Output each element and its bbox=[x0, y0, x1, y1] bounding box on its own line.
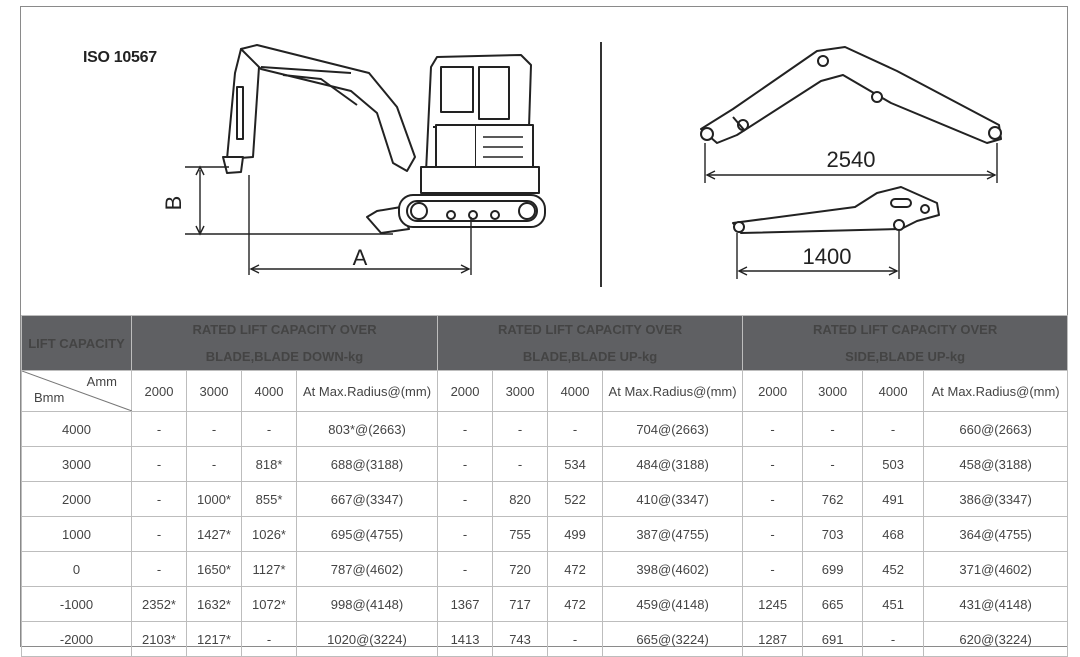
dimension-2540-label: 2540 bbox=[826, 147, 876, 172]
table-cell: - bbox=[743, 517, 803, 552]
table-cell: 695@(4755) bbox=[297, 517, 438, 552]
table-cell: - bbox=[803, 412, 863, 447]
table-cell: 998@(4148) bbox=[297, 587, 438, 622]
group-header-line: RATED LIFT CAPACITY OVER bbox=[813, 322, 998, 337]
table-cell: - bbox=[803, 447, 863, 482]
dimension-1400-label: 1400 bbox=[802, 244, 852, 269]
column-header: 4000 bbox=[242, 371, 297, 412]
iso-standard-label: ISO 10567 bbox=[83, 49, 157, 66]
table-cell: 855* bbox=[242, 482, 297, 517]
row-height-label: 1000 bbox=[22, 517, 132, 552]
table-cell: - bbox=[438, 552, 493, 587]
column-header: 2000 bbox=[743, 371, 803, 412]
table-cell: 620@(3224) bbox=[924, 622, 1068, 657]
table-row bbox=[22, 622, 1068, 657]
table-cell: 451 bbox=[863, 587, 924, 622]
table-cell: - bbox=[132, 552, 187, 587]
column-header: 4000 bbox=[548, 371, 603, 412]
table-row bbox=[22, 412, 1068, 447]
table-subheader-row bbox=[22, 371, 1068, 412]
column-header: 3000 bbox=[803, 371, 863, 412]
table-cell: - bbox=[743, 412, 803, 447]
table-cell: 1427* bbox=[187, 517, 242, 552]
table-cell: 410@(3347) bbox=[603, 482, 743, 517]
table-cell: 688@(3188) bbox=[297, 447, 438, 482]
row-height-label: 3000 bbox=[22, 447, 132, 482]
table-cell: 491 bbox=[863, 482, 924, 517]
table-row bbox=[22, 587, 1068, 622]
table-cell: - bbox=[187, 412, 242, 447]
table-cell: - bbox=[187, 447, 242, 482]
table-cell: - bbox=[132, 482, 187, 517]
column-header: At Max.Radius@(mm) bbox=[297, 371, 438, 412]
boom-long-icon bbox=[701, 47, 1001, 143]
table-cell: 691 bbox=[803, 622, 863, 657]
table-cell: 499 bbox=[548, 517, 603, 552]
group-header-line: RATED LIFT CAPACITY OVER bbox=[497, 322, 683, 337]
table-cell: 1000* bbox=[187, 482, 242, 517]
table-cell: - bbox=[548, 622, 603, 657]
row-height-label: 2000 bbox=[22, 482, 132, 517]
table-cell: - bbox=[132, 447, 187, 482]
table-cell: - bbox=[863, 622, 924, 657]
row-height-label: -1000 bbox=[22, 587, 132, 622]
table-cell: 699 bbox=[803, 552, 863, 587]
drawing-area bbox=[21, 7, 1067, 314]
table-cell: - bbox=[548, 412, 603, 447]
table-cell: 660@(2663) bbox=[924, 412, 1068, 447]
table-cell: 534 bbox=[548, 447, 603, 482]
table-cell: 1287 bbox=[743, 622, 803, 657]
table-cell: - bbox=[438, 482, 493, 517]
table-cell: 762 bbox=[803, 482, 863, 517]
table-cell: - bbox=[438, 412, 493, 447]
table-cell: 665 bbox=[803, 587, 863, 622]
table-cell: 1127* bbox=[242, 552, 297, 587]
group-header-side-blade-up bbox=[743, 316, 1068, 371]
axis-corner-cell bbox=[22, 371, 132, 412]
table-cell: 459@(4148) bbox=[603, 587, 743, 622]
table-cell: 820 bbox=[493, 482, 548, 517]
dimension-b bbox=[185, 167, 393, 234]
column-header: At Max.Radius@(mm) bbox=[603, 371, 743, 412]
table-cell: 1020@(3224) bbox=[297, 622, 438, 657]
table-cell: 665@(3224) bbox=[603, 622, 743, 657]
table-cell: - bbox=[493, 447, 548, 482]
table-cell: 703 bbox=[803, 517, 863, 552]
row-height-label: -2000 bbox=[22, 622, 132, 657]
table-cell: 364@(4755) bbox=[924, 517, 1068, 552]
corner-title: LIFT CAPACITY bbox=[22, 316, 132, 371]
group-header-blade-down bbox=[132, 316, 438, 371]
excavator-side-view-icon bbox=[223, 45, 545, 233]
table-cell: 2352* bbox=[132, 587, 187, 622]
group-header-blade-up bbox=[438, 316, 743, 371]
dimension-b-label: B bbox=[161, 195, 186, 211]
arm-short-icon bbox=[733, 187, 939, 233]
table-cell: - bbox=[242, 622, 297, 657]
table-cell: 803*@(2663) bbox=[297, 412, 438, 447]
table-cell: 717 bbox=[493, 587, 548, 622]
table-cell: 1245 bbox=[743, 587, 803, 622]
table-cell: 1650* bbox=[187, 552, 242, 587]
table-cell: - bbox=[438, 517, 493, 552]
bmm-label: Bmm bbox=[34, 390, 65, 405]
amm-label: Amm bbox=[86, 374, 117, 389]
table-cell: 472 bbox=[548, 552, 603, 587]
row-height-label: 4000 bbox=[22, 412, 132, 447]
table-cell: 472 bbox=[548, 587, 603, 622]
column-header: 2000 bbox=[438, 371, 493, 412]
table-cell: 720 bbox=[493, 552, 548, 587]
table-cell: 755 bbox=[493, 517, 548, 552]
table-cell: 468 bbox=[863, 517, 924, 552]
table-cell: 667@(3347) bbox=[297, 482, 438, 517]
table-cell: 818* bbox=[242, 447, 297, 482]
table-cell: 704@(2663) bbox=[603, 412, 743, 447]
table-cell: - bbox=[743, 447, 803, 482]
table-cell: 1026* bbox=[242, 517, 297, 552]
column-header: At Max.Radius@(mm) bbox=[924, 371, 1068, 412]
column-header: 2000 bbox=[132, 371, 187, 412]
group-header-line: SIDE,BLADE UP-kg bbox=[845, 349, 966, 364]
column-header: 3000 bbox=[187, 371, 242, 412]
table-cell: - bbox=[438, 447, 493, 482]
table-cell: 371@(4602) bbox=[924, 552, 1068, 587]
lift-capacity-table bbox=[21, 315, 1068, 657]
table-cell: 387@(4755) bbox=[603, 517, 743, 552]
table-cell: 386@(3347) bbox=[924, 482, 1068, 517]
table-cell: 522 bbox=[548, 482, 603, 517]
table-cell: - bbox=[242, 412, 297, 447]
group-header-line: BLADE,BLADE UP-kg bbox=[522, 349, 658, 364]
table-cell: 1367 bbox=[438, 587, 493, 622]
group-header-line: BLADE,BLADE DOWN-kg bbox=[205, 349, 364, 364]
table-row bbox=[22, 552, 1068, 587]
group-header-line: RATED LIFT CAPACITY OVER bbox=[192, 322, 377, 337]
table-row bbox=[22, 447, 1068, 482]
table-cell: 743 bbox=[493, 622, 548, 657]
table-cell: - bbox=[743, 482, 803, 517]
table-cell: 458@(3188) bbox=[924, 447, 1068, 482]
table-row bbox=[22, 517, 1068, 552]
table-cell: - bbox=[132, 412, 187, 447]
column-header: 3000 bbox=[493, 371, 548, 412]
table-group-header-row bbox=[22, 316, 1068, 371]
table-cell: 452 bbox=[863, 552, 924, 587]
table-cell: - bbox=[743, 552, 803, 587]
excavator-diagram bbox=[21, 7, 1067, 314]
table-cell: - bbox=[493, 412, 548, 447]
dimension-a-label: A bbox=[352, 245, 368, 270]
table-cell: - bbox=[863, 412, 924, 447]
table-cell: 431@(4148) bbox=[924, 587, 1068, 622]
table-cell: 787@(4602) bbox=[297, 552, 438, 587]
table-cell: 2103* bbox=[132, 622, 187, 657]
table-cell: 484@(3188) bbox=[603, 447, 743, 482]
table-row bbox=[22, 482, 1068, 517]
table-body bbox=[22, 412, 1068, 657]
table-cell: 1217* bbox=[187, 622, 242, 657]
table-cell: 503 bbox=[863, 447, 924, 482]
table-cell: 1413 bbox=[438, 622, 493, 657]
row-height-label: 0 bbox=[22, 552, 132, 587]
column-header: 4000 bbox=[863, 371, 924, 412]
table-cell: 1072* bbox=[242, 587, 297, 622]
table-cell: 1632* bbox=[187, 587, 242, 622]
table-cell: - bbox=[132, 517, 187, 552]
table-cell: 398@(4602) bbox=[603, 552, 743, 587]
